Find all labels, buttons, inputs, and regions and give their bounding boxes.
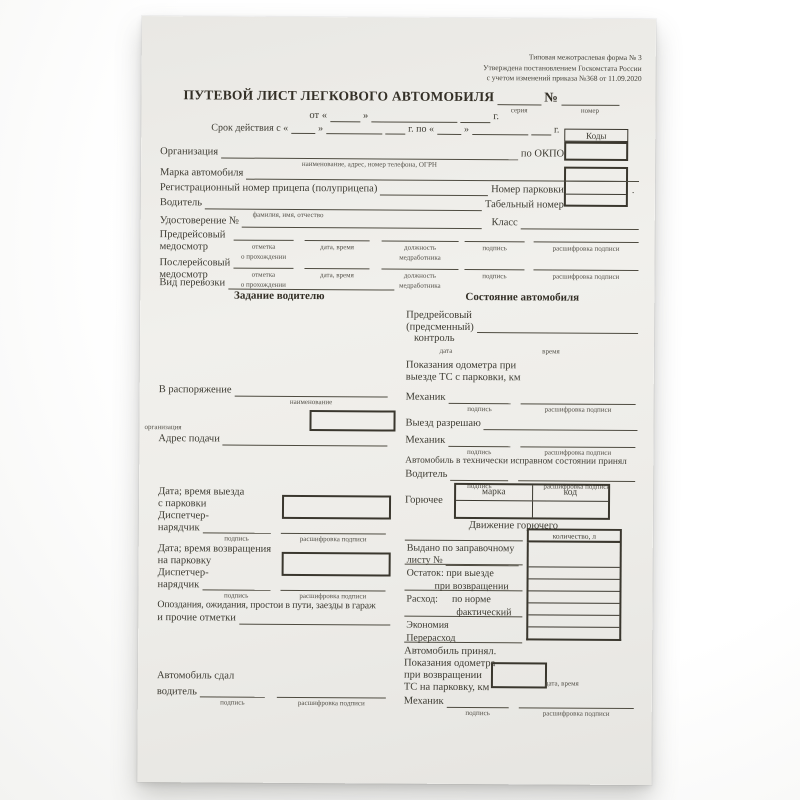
post-trip-word-2: медосмотр	[159, 268, 208, 280]
signature-sublabel: подпись	[220, 698, 245, 707]
exam-name-line	[533, 260, 638, 271]
quantity-cell	[529, 566, 620, 579]
exam-datetime-cell	[304, 259, 369, 279]
exam-mark-sub-2: о прохождении	[240, 280, 286, 289]
number-sign: №	[544, 89, 559, 105]
dispatcher-name-line	[281, 524, 386, 544]
car-make-label: Марка автомобиля	[160, 167, 244, 179]
dispatcher-block-1	[157, 510, 386, 544]
name-decipher-sublabel: расшифровка подписи	[543, 482, 611, 491]
date-sublabel: дата	[439, 346, 453, 355]
departure-allowed-row	[405, 418, 637, 431]
personnel-number-label: Табельный номер	[484, 199, 564, 211]
series-blank-line	[497, 95, 541, 115]
quantity-body	[526, 542, 622, 641]
name-decipher-sublabel: расшифровка подписи	[542, 709, 610, 718]
name-decipher-sublabel: расшифровка подписи	[297, 699, 365, 708]
mechanic-name-line	[519, 698, 634, 718]
pre-trip-word-1: Предрейсовый	[159, 229, 226, 241]
mechanic-row-1	[405, 391, 636, 414]
departure-time-line-2: с парковки	[157, 497, 207, 509]
name-decipher-sublabel: расшифровка подписи	[544, 448, 612, 457]
delays-note-row	[157, 612, 390, 625]
form-title: ПУТЕВОЙ ЛИСТ ЛЕГКОВОГО АВТОМОБИЛЯ	[183, 87, 495, 105]
departure-allowed-label: Выезд разрешаю	[405, 417, 481, 430]
exam-position-cell	[382, 231, 459, 261]
driver-task-column	[144, 308, 400, 719]
exam-mark-line	[234, 231, 294, 241]
name-decipher-sublabel: расшифровка подписи	[544, 405, 612, 414]
class-label: Класс	[491, 217, 518, 229]
mechanic-label: Механик	[403, 695, 444, 707]
car-handed-label: Автомобиль сдал	[156, 670, 235, 682]
pre-trip-exam-label	[160, 229, 231, 253]
quantity-cell	[528, 602, 619, 615]
dispatcher-word-1: Диспетчер-	[157, 567, 209, 579]
mechanic-row-2	[405, 434, 635, 457]
exam-signature-line	[465, 232, 525, 242]
organization-label: Организация	[160, 146, 219, 158]
exam-mark-sub-2: о прохождении	[240, 252, 287, 261]
valid-to-label: г. по «	[408, 123, 435, 135]
dispatcher-signature-line	[202, 580, 270, 600]
at-disposal-blank-line	[235, 386, 388, 406]
exam-datetime-line	[304, 259, 369, 269]
fuel-block	[405, 483, 622, 521]
okpo-code-cell	[564, 142, 628, 161]
car-handed-block	[156, 670, 386, 708]
odometer-return-line-2: при возвращении	[403, 669, 482, 682]
mechanic-row-3	[403, 695, 634, 718]
approval-line-2: Утверждена постановлением Госкомстата России	[483, 62, 642, 73]
exam-datetime-sub: дата, время	[319, 271, 354, 280]
number-blank-line	[561, 95, 619, 115]
driver-name-line	[277, 688, 386, 708]
return-time-line-1: Дата; время возвращения	[157, 543, 272, 555]
driver-name-line	[518, 471, 635, 491]
exam-datetime-cell	[305, 231, 370, 251]
odometer-out-line-1: Показания одометра при	[405, 359, 517, 372]
name-decipher-sublabel: расшифровка подписи	[299, 535, 367, 544]
fuel-brand-header: марка	[482, 487, 506, 498]
mechanic-signature-line	[448, 393, 510, 413]
name-sublabel: наименование	[289, 397, 333, 406]
fuel-code-header: код	[532, 485, 609, 501]
delivery-address-label: Адрес подачи	[158, 433, 220, 445]
quantity-header-cell: количество, л	[527, 528, 622, 543]
exam-position-line	[381, 259, 458, 269]
odometer-return-line-3: ТС на парковку, км	[403, 681, 490, 694]
okpo-label: по ОКПО	[520, 148, 565, 160]
exam-position-sub-1: должность	[404, 243, 437, 252]
fuel-movement-header: Движение горючего	[468, 520, 559, 532]
mechanic-signature-line	[448, 436, 510, 456]
datetime-sublabel: дата, время	[544, 679, 579, 688]
fuel-consumption-row	[406, 594, 490, 606]
exam-mark-line	[233, 259, 293, 269]
organization-sublabel: организация	[144, 423, 182, 432]
year-blank-line	[460, 112, 490, 122]
pre-shift-word-1: Предрейсовый	[406, 309, 472, 322]
valid-from-year-line	[385, 124, 405, 134]
car-make-row	[160, 167, 639, 181]
exam-signature-line	[464, 260, 524, 270]
fuel-rest-return-label: при возвращении	[434, 580, 509, 593]
pre-shift-blank-line	[477, 323, 638, 334]
fuel-issued-line-2: листу №	[406, 554, 443, 566]
title-block	[183, 87, 639, 115]
exam-mark-cell	[234, 231, 294, 261]
fuel-actual-label: фактический	[456, 606, 512, 619]
validity-row	[211, 122, 559, 135]
driver-task-header: Задание водителю	[234, 289, 325, 303]
delays-note-line-2: и прочие отметки	[157, 612, 236, 624]
fuel-brand-cell	[456, 501, 532, 517]
exam-signature-cell	[464, 260, 524, 280]
quote-close: »	[463, 123, 470, 135]
license-blank-line	[242, 217, 482, 228]
exam-signature-sub: подпись	[482, 272, 507, 281]
issue-date-row	[309, 110, 499, 123]
transport-type-label: Вид перевозки	[159, 277, 226, 289]
fuel-code-cell	[531, 502, 608, 518]
odometer-return-line-1: Показания одометра	[404, 657, 496, 670]
validity-label: Срок действия с «	[211, 122, 289, 134]
exam-datetime-line	[305, 231, 370, 241]
name-decipher-sublabel: расшифровка подписи	[299, 592, 367, 601]
organization-sublabel: наименование, адрес, номер телефона, ОГРН	[301, 159, 437, 169]
signature-sublabel: подпись	[223, 591, 249, 600]
delays-blank-line	[239, 614, 390, 625]
odometer-return-box	[491, 662, 547, 688]
driver-signature-line	[450, 470, 508, 490]
parking-number-label: Номер парковки	[491, 184, 564, 196]
organization-code-box	[309, 410, 395, 432]
dispatcher-signature-line	[203, 523, 271, 543]
dispatcher-block-2	[157, 567, 385, 601]
fuel-rest-out-label: Остаток: при выезде	[406, 567, 494, 580]
exam-signature-sub: подпись	[482, 244, 507, 253]
quantity-cell	[528, 614, 619, 627]
codes-header-cell: Коды	[564, 129, 628, 142]
mechanic-label: Механик	[405, 434, 446, 446]
mechanic-label: Механик	[405, 391, 446, 403]
exam-position-sub-1: должность	[403, 271, 436, 280]
driver-blank-line	[205, 199, 482, 219]
car-make-blank-line	[246, 169, 639, 181]
fuel-economy-label: Экономия	[406, 619, 449, 631]
organization-blank-line	[221, 148, 518, 169]
car-handed-driver-label: водитель	[156, 685, 197, 697]
signature-sublabel: подпись	[224, 534, 249, 543]
departure-time-line-1: Дата; время выезда	[158, 486, 245, 498]
exam-mark-sub-1: отметка	[251, 242, 276, 251]
signature-sublabel: подпись	[465, 708, 490, 717]
signature-sublabel: подпись	[467, 481, 492, 490]
exam-signature-cell	[465, 232, 525, 252]
exam-mark-sub-1: отметка	[251, 270, 276, 279]
approval-line-1: Типовая межотраслевая форма № 3	[528, 52, 642, 63]
time-sublabel: время	[542, 347, 560, 356]
mechanic-signature-line	[447, 697, 509, 717]
at-disposal-label: В распоряжение	[158, 384, 232, 396]
valid-from-month-line	[326, 124, 382, 134]
driver-sublabel: фамилия, имя, отчество	[252, 210, 324, 219]
valid-to-day-line	[437, 125, 461, 135]
car-condition-column	[404, 310, 639, 721]
mechanic-name-line	[520, 394, 635, 414]
delays-note-line-1: Опоздания, ожидания, простои в пути, заезды в гараж	[157, 599, 376, 612]
driver-accepted-row	[405, 468, 635, 491]
dispatcher-word-1: Диспетчер-	[157, 510, 209, 522]
odometer-out-line-2: выезде ТС с парковки, км	[405, 371, 521, 383]
date-from-label: от «	[309, 110, 328, 122]
trailer-row	[160, 182, 564, 196]
departure-time-label	[158, 486, 278, 510]
fuel-issued-line-1: Выдано по заправочному	[406, 542, 515, 555]
odometer-out-block	[406, 360, 638, 385]
quantity-cell	[528, 578, 619, 591]
transport-type-blank-line	[228, 279, 394, 290]
year-suffix: г.	[493, 111, 500, 123]
fuel-movement-table	[404, 528, 622, 643]
dispatcher-name-line	[280, 581, 385, 601]
pre-shift-word-3: контроль	[414, 332, 455, 345]
exam-name-sub: расшифровка подписи	[552, 272, 620, 281]
valid-to-month-line	[472, 125, 528, 135]
codes-period: .	[631, 184, 635, 197]
exam-name-line	[534, 232, 639, 243]
separator-line	[405, 540, 523, 542]
license-row	[160, 215, 639, 229]
departure-allowed-blank-line	[484, 420, 638, 431]
dispatcher-word-2: нарядчик	[157, 578, 200, 590]
quote-close: »	[318, 123, 324, 135]
driver-row	[159, 197, 564, 219]
dispatcher-word-2: нарядчик	[157, 521, 200, 533]
exam-position-sub-2: медработника	[399, 281, 441, 290]
trailer-blank-line	[380, 185, 488, 196]
exam-name-sub: расшифровка подписи	[552, 244, 620, 253]
day-blank-line	[330, 112, 360, 122]
license-label: Удостоверение №	[159, 215, 239, 227]
good-condition-note: Автомобиль в технически исправном состоянии принял	[405, 455, 627, 467]
transport-type-row	[159, 277, 394, 290]
series-label: серия	[510, 106, 528, 115]
valid-from-day-line	[291, 124, 315, 134]
exam-name-cell	[533, 260, 638, 281]
return-time-line-2: на парковку	[157, 554, 212, 566]
delivery-address-row	[158, 433, 387, 446]
organization-row	[160, 146, 565, 169]
waybill-document	[137, 16, 656, 785]
approval-line-3: с учетом изменений приказа №368 от 11.09.2020	[486, 73, 642, 84]
signature-sublabel: подпись	[466, 447, 492, 456]
car-accepted-label: Автомобиль принял.	[404, 645, 497, 658]
class-blank-line	[521, 219, 639, 230]
form-approval-note	[312, 51, 642, 85]
quantity-cell	[528, 590, 619, 603]
delivery-address-blank-line	[223, 435, 388, 446]
fuel-quantity-column	[526, 528, 622, 641]
quote-close: »	[362, 110, 369, 122]
month-blank-line	[371, 112, 457, 123]
exam-datetime-sub: дата, время	[320, 243, 355, 252]
exam-name-cell	[534, 232, 639, 253]
mechanic-name-line	[520, 437, 635, 457]
year-suffix: г.	[553, 124, 560, 136]
number-label: номер	[580, 106, 600, 115]
post-trip-word-1: Послерейсовый	[159, 257, 231, 269]
quantity-cell	[529, 542, 620, 567]
fuel-consumption-label: Расход:	[406, 593, 438, 605]
fuel-norm-label: по норме	[451, 593, 491, 606]
pre-shift-control-block	[406, 310, 638, 346]
return-time-label	[158, 543, 278, 567]
pre-trip-word-2: медосмотр	[159, 240, 209, 252]
signature-sublabel: подпись	[467, 404, 492, 413]
valid-to-year-line	[531, 125, 551, 135]
fuel-overrun-label: Перерасход	[406, 632, 456, 644]
driver-signature-line	[200, 687, 265, 707]
fuel-label: Горючее	[405, 495, 443, 507]
code-cell-2	[566, 182, 626, 195]
at-disposal-row	[158, 384, 388, 406]
trailer-label: Регистрационный номер прицепа (полуприцепа)	[159, 182, 378, 195]
quantity-cell	[528, 626, 619, 639]
exam-position-line	[382, 231, 459, 241]
pre-shift-word-2: (предсменный)	[406, 321, 474, 333]
driver-label: Водитель	[159, 197, 203, 209]
driver-label: Водитель	[405, 468, 448, 480]
fuel-table	[454, 483, 610, 520]
exam-position-sub-2: медработника	[399, 253, 441, 262]
car-condition-header: Состояние автомобиля	[465, 290, 580, 304]
